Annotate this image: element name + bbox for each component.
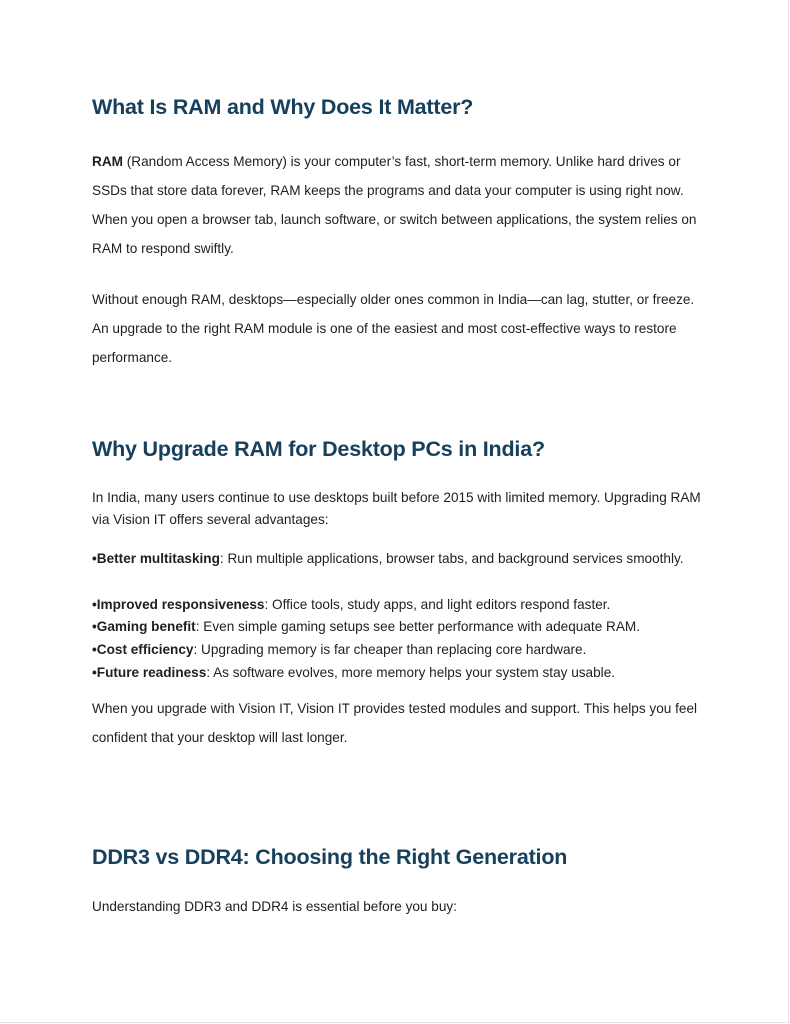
list-item <box>92 594 710 616</box>
section-heading-what-is-ram: What Is RAM and Why Does It Matter? <box>92 95 474 119</box>
bullet-term: Cost efficiency <box>96 642 194 657</box>
bullet-term: Improved responsiveness <box>96 597 265 612</box>
bullet-icon: • <box>92 665 97 680</box>
bullet-icon: • <box>92 642 97 657</box>
bullet-text: : As software evolves, more memory helps your system stay usable. <box>206 665 616 680</box>
paragraph-upgrade-closing: When you upgrade with Vision IT, Vision IT provides tested modules and support. This helps you feel confident that your desktop will last longer. <box>92 701 698 745</box>
bullet-icon: • <box>92 619 97 634</box>
paragraph-ram-definition <box>92 147 710 263</box>
paragraph-ddr-intro: Understanding DDR3 and DDR4 is essential before you buy: <box>92 899 457 914</box>
list-item <box>92 616 710 638</box>
list-item <box>92 662 710 684</box>
list-item <box>92 548 710 570</box>
paragraph-without-ram: Without enough RAM, desktops—especially older ones common in India—can lag, stutter, or freeze. An upgrade to the right RAM module is one of the easiest and most cost-effective ways to restore performance. <box>92 292 695 365</box>
bullet-text: : Office tools, study apps, and light editors respond faster. <box>264 597 611 612</box>
bullet-text: : Upgrading memory is far cheaper than replacing core hardware. <box>193 642 587 657</box>
bullet-text: : Run multiple applications, browser tabs, and background services smoothly. <box>219 551 684 566</box>
bullet-text: : Even simple gaming setups see better performance with adequate RAM. <box>195 619 641 634</box>
ram-term: RAM <box>92 154 123 169</box>
paragraph-upgrade-intro: In India, many users continue to use desktops built before 2015 with limited memory. Upgrading RAM via Vision IT offers several advantages: <box>92 490 701 527</box>
bullet-icon: • <box>92 551 97 566</box>
bullet-term: Gaming benefit <box>96 619 196 634</box>
bullet-icon: • <box>92 597 97 612</box>
section-heading-why-upgrade: Why Upgrade RAM for Desktop PCs in India? <box>92 437 545 461</box>
bullet-term: Future readiness <box>96 665 207 680</box>
list-item <box>92 639 710 661</box>
bullet-term: Better multitasking <box>96 551 220 566</box>
section-heading-ddr3-vs-ddr4: DDR3 vs DDR4: Choosing the Right Generation <box>92 845 568 869</box>
ram-definition-text: (Random Access Memory) is your computer’s fast, short-term memory. Unlike hard drives or SSDs that store data forever, RAM keeps the programs and data your computer is using right now. When you open a browser tab, launch software, or switch between applications, the system relies on RAM to respond swiftly. <box>92 154 697 256</box>
